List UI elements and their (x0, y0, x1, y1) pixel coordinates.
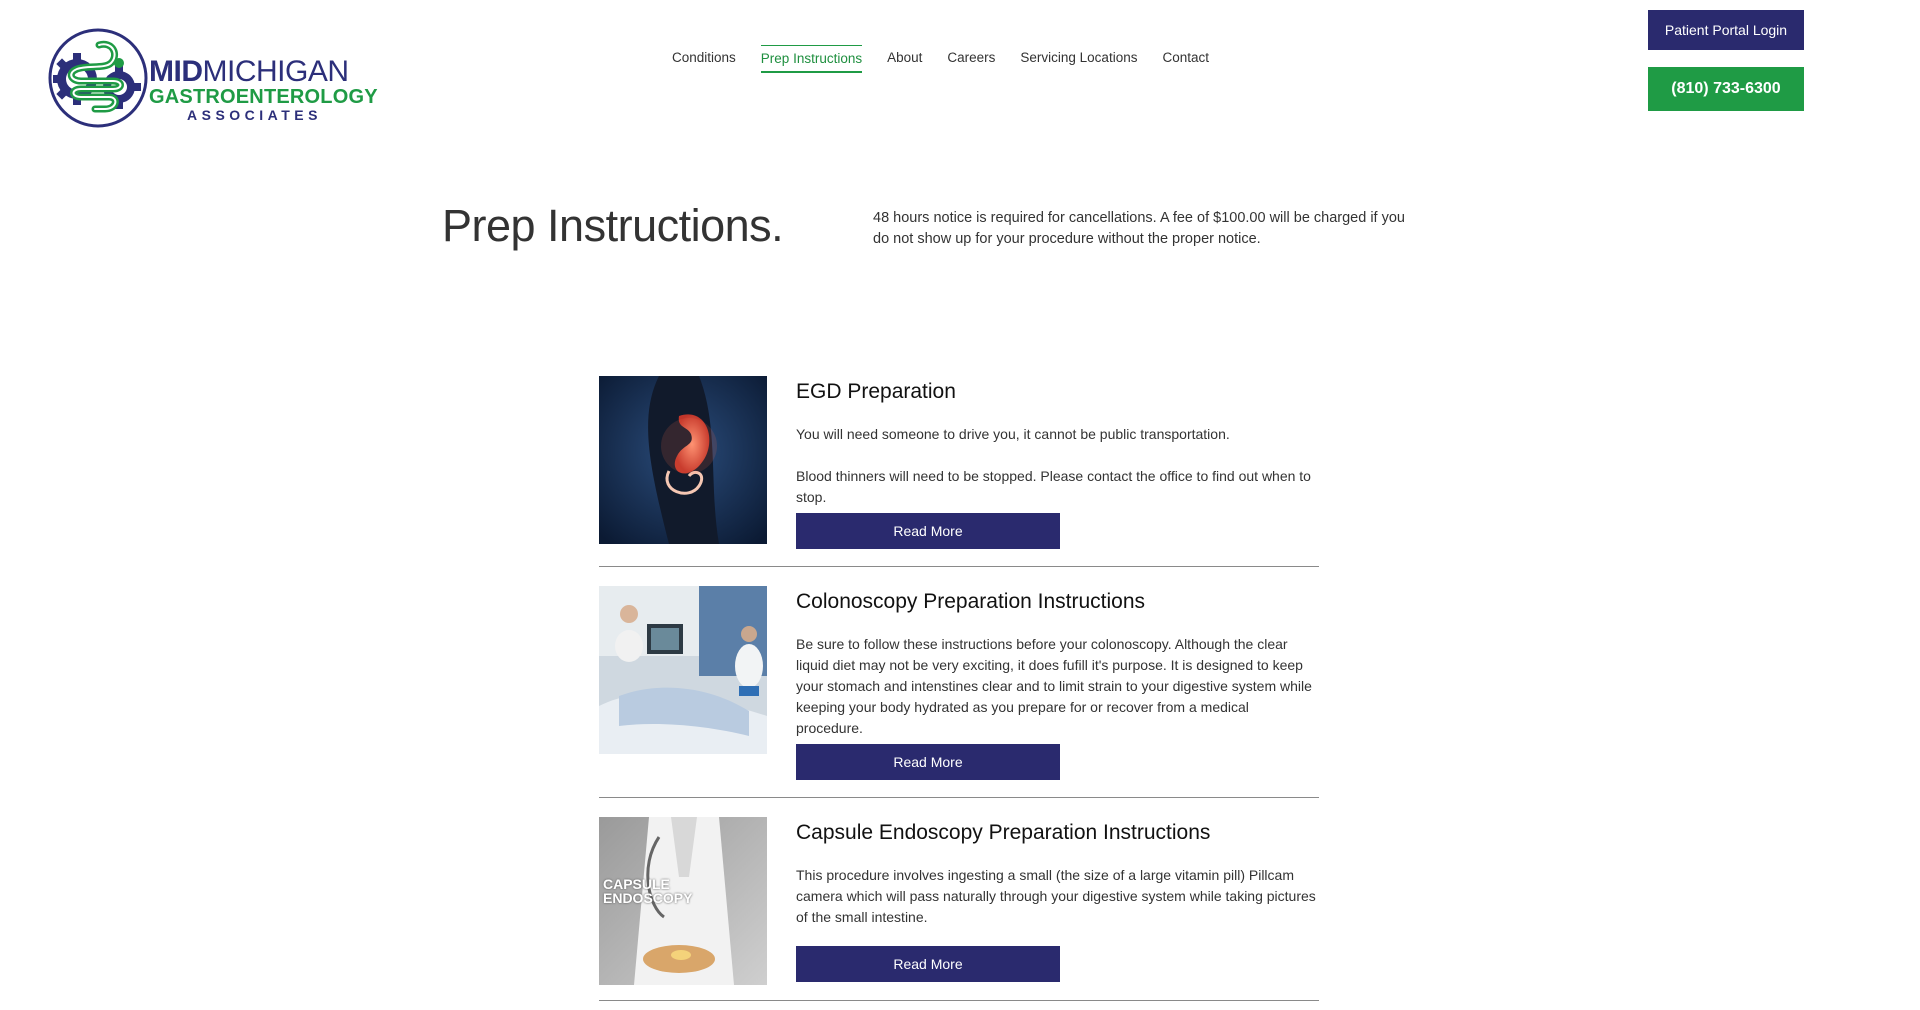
egd-paragraph-2: Blood thinners will need to be stopped. Please contact the office to find out when to stop. (796, 468, 1311, 505)
patient-portal-login-button[interactable]: Patient Portal Login (1648, 10, 1804, 50)
prep-card-capsule-endoscopy (599, 817, 1319, 985)
nav-prep-instructions[interactable]: Prep Instructions (761, 50, 862, 73)
card-divider (599, 1000, 1319, 1001)
capsule-image-caption: CAPSULE ENDOSCOPY (603, 876, 693, 906)
nav-servicing-locations[interactable]: Servicing Locations (1020, 50, 1138, 65)
cancellation-notice: 48 hours notice is required for cancellations. A fee of $100.00 will be charged if you do not show up for your procedure without the proper notice. (873, 210, 1405, 247)
egd-paragraph-1: You will need someone to drive you, it cannot be public transportation. (796, 426, 1230, 442)
colonoscopy-image (599, 586, 767, 754)
colonoscopy-card-body (796, 586, 1316, 739)
nav-careers[interactable]: Careers (947, 50, 996, 65)
logo-word-gastroenterology: GASTROENTEROLOGY (149, 86, 378, 108)
nav-contact[interactable]: Contact (1162, 50, 1209, 65)
site-logo[interactable] (47, 27, 378, 127)
phone-call-button[interactable]: (810) 733-6300 (1648, 67, 1804, 111)
nav-conditions[interactable]: Conditions (672, 50, 736, 65)
capsule-paragraph: This procedure involves ingesting a small (the size of a large vitamin pill) Pillcam camera which will pass naturally through your digestive system while taking pictures of the small intestine. (796, 867, 1316, 925)
logo-word-michigan: MICHIGAN (202, 55, 349, 88)
card-divider (599, 797, 1319, 798)
egd-card-body (796, 376, 1316, 508)
logo-word-associates: ASSOCIATES (187, 107, 322, 123)
logo-word-mid: MID (149, 55, 203, 88)
colonoscopy-paragraph: Be sure to follow these instructions before your colonoscopy. Although the clear liquid diet may not be very exciting, it does fufill it's purpose. It is designed to keep your stomach and intenstines clear and to limit strain to your digestive system while keeping your body hydrated as you prepare for or recover from a medical procedure. (796, 636, 1312, 736)
egd-image (599, 376, 767, 544)
prep-card-egd (599, 376, 1319, 550)
main-nav (672, 50, 1234, 73)
capsule-title: Capsule Endoscopy Preparation Instructions (796, 821, 1211, 844)
logo-wordmark (149, 57, 378, 122)
capsule-read-more-button[interactable]: Read More (796, 946, 1060, 982)
card-divider (599, 566, 1319, 567)
capsule-card-body (796, 817, 1316, 928)
egd-read-more-button[interactable]: Read More (796, 513, 1060, 549)
nav-about[interactable]: About (887, 50, 923, 65)
colonoscopy-read-more-button[interactable]: Read More (796, 744, 1060, 780)
prep-card-colonoscopy (599, 586, 1319, 781)
logo-emblem-icon (47, 27, 149, 129)
page-title: Prep Instructions. (442, 200, 784, 251)
colonoscopy-title: Colonoscopy Preparation Instructions (796, 590, 1146, 613)
egd-title: EGD Preparation (796, 380, 956, 403)
capsule-endoscopy-image (599, 817, 767, 985)
